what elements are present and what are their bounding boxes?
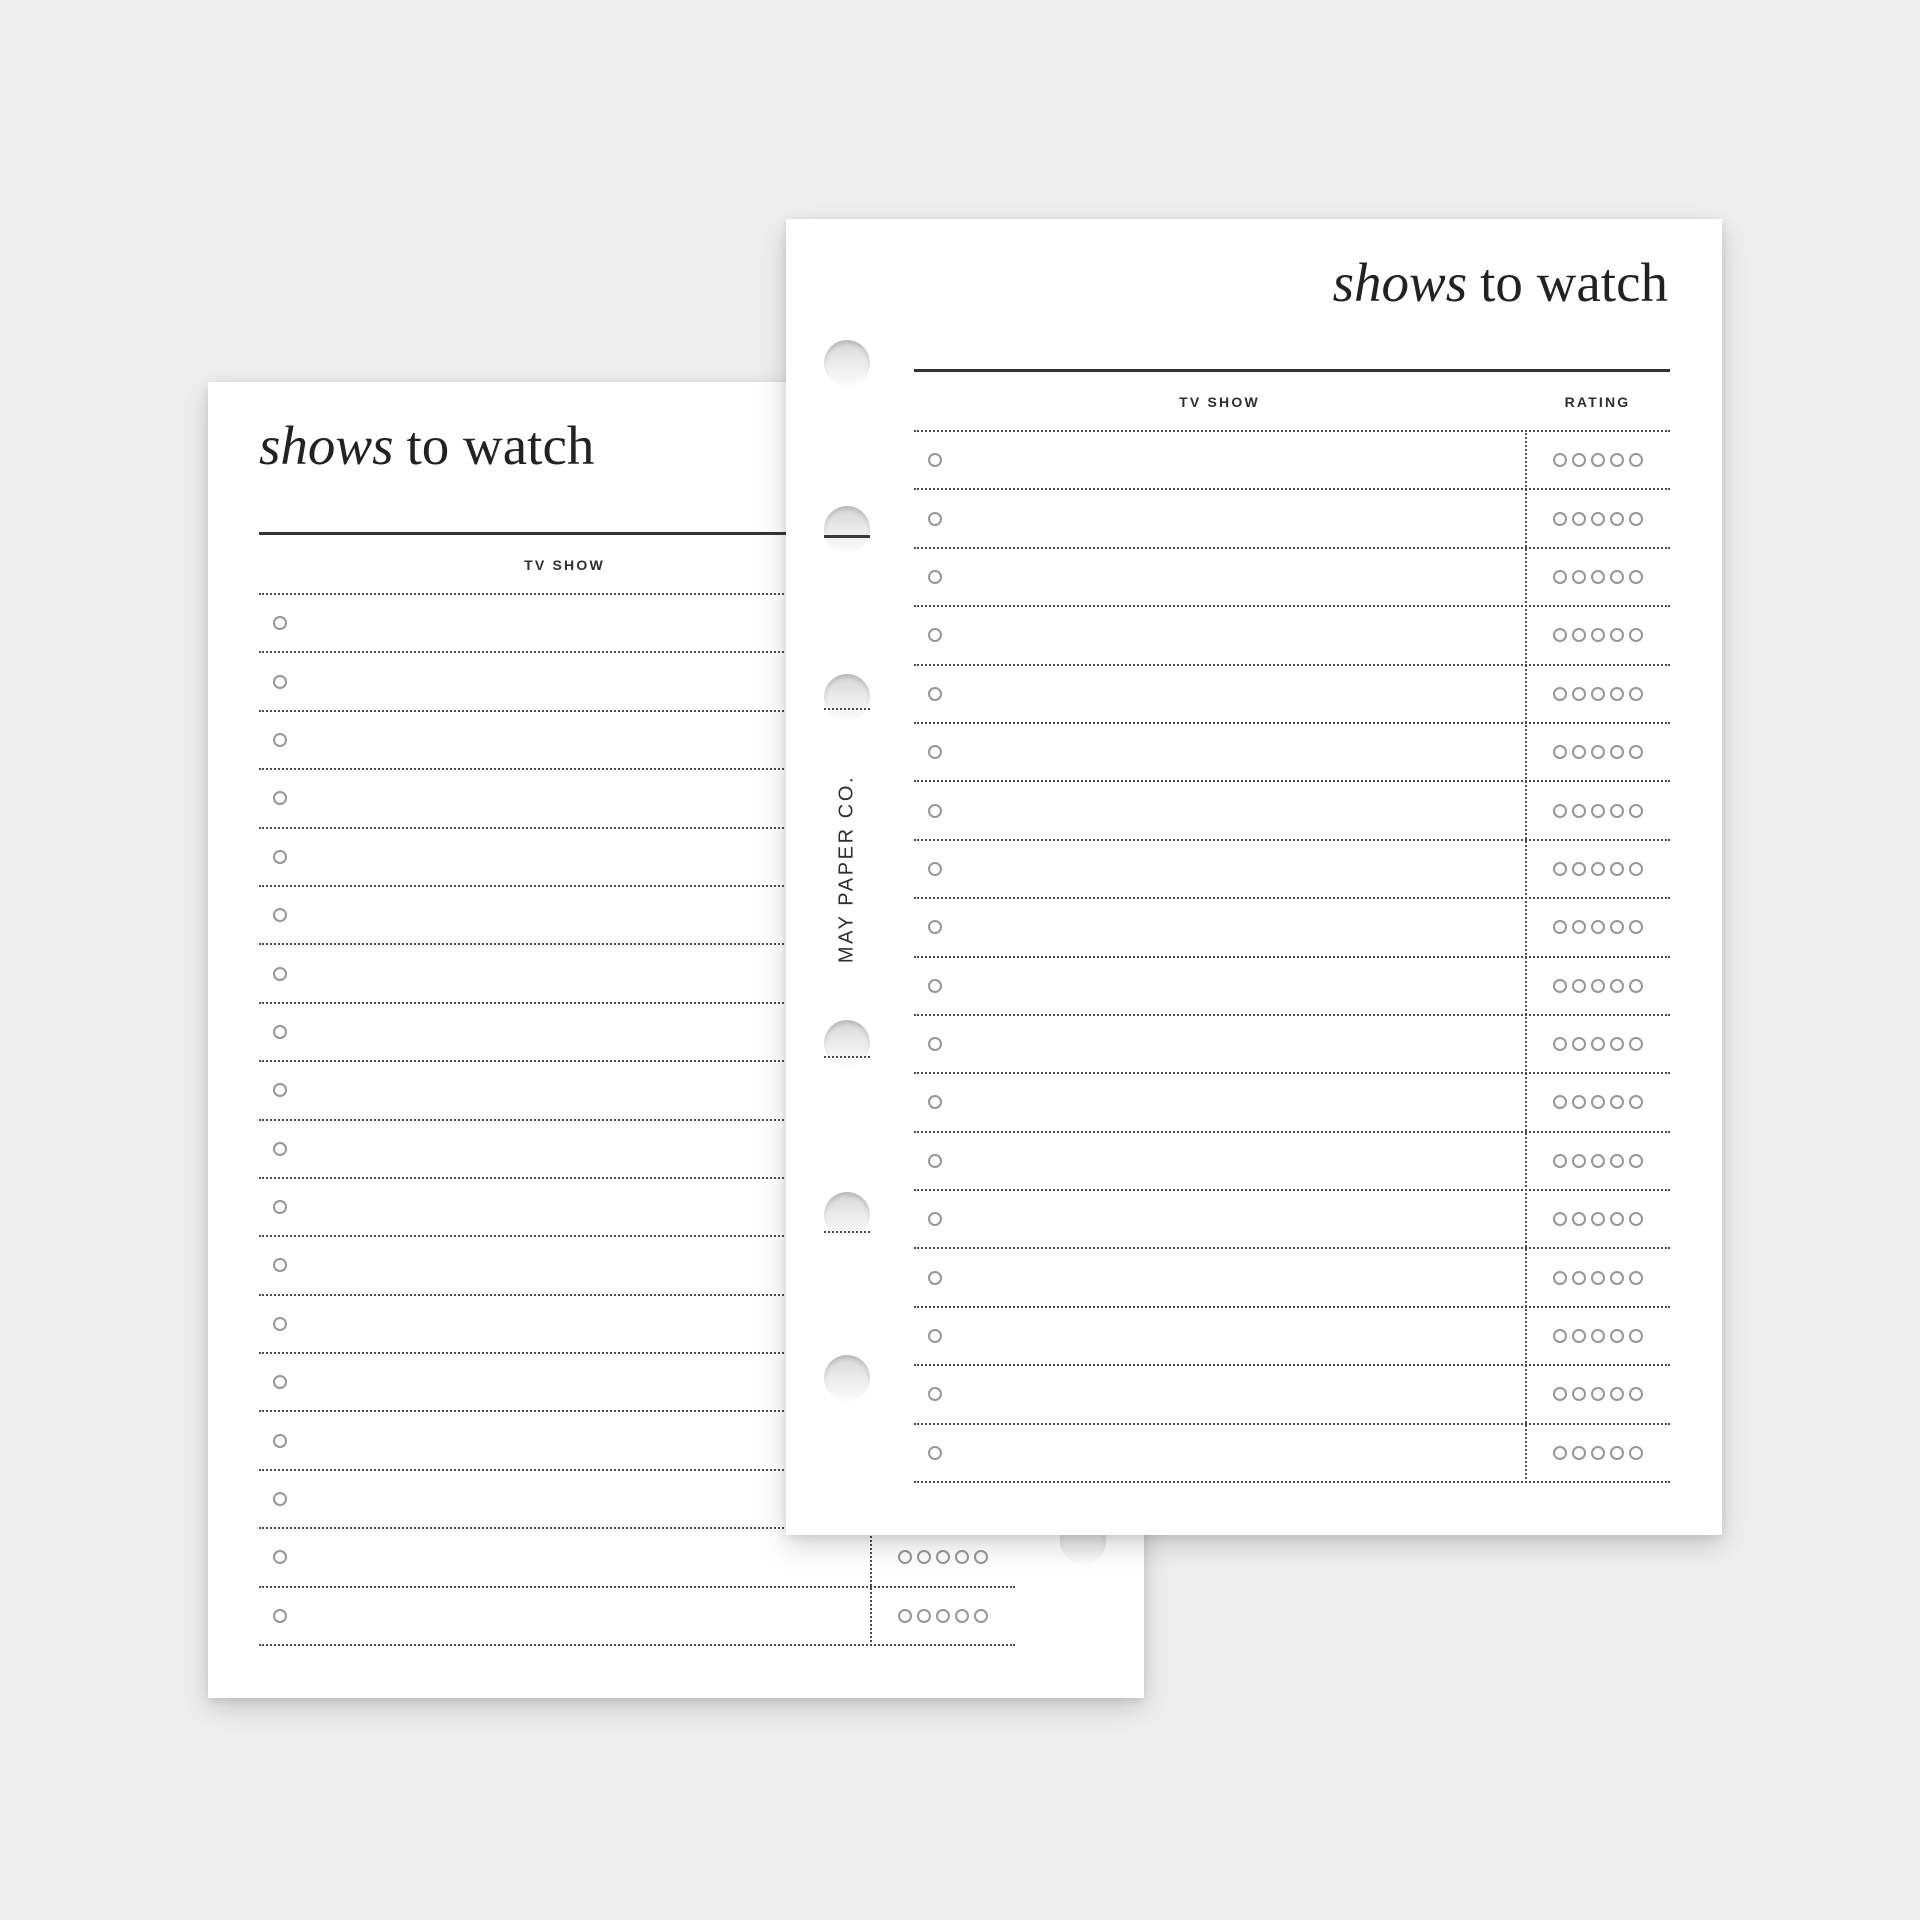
rating-circle <box>1572 687 1586 701</box>
show-checkbox <box>928 1095 942 1109</box>
binder-hole <box>824 674 870 720</box>
rating-circle <box>1610 1329 1624 1343</box>
show-checkbox <box>928 1387 942 1401</box>
show-checkbox <box>928 862 942 876</box>
rating-circle <box>917 1609 931 1623</box>
show-checkbox <box>928 453 942 467</box>
table-bottom-rule <box>259 1644 1015 1646</box>
binder-hole <box>824 506 870 552</box>
rating-circle <box>1629 570 1643 584</box>
rating-group <box>1525 782 1670 838</box>
show-checkbox <box>928 628 942 642</box>
rating-circle <box>1553 979 1567 993</box>
table-row <box>259 1527 1015 1585</box>
rating-circle <box>1629 1037 1643 1051</box>
rating-circle <box>1629 512 1643 526</box>
rating-circle <box>1629 920 1643 934</box>
rating-circle <box>1610 687 1624 701</box>
rating-circle <box>1572 453 1586 467</box>
rating-circle <box>898 1609 912 1623</box>
rating-circle <box>1591 862 1605 876</box>
table-row <box>914 1189 1670 1247</box>
rating-circle <box>1629 804 1643 818</box>
show-checkbox <box>273 675 287 689</box>
rating-circle <box>1553 1446 1567 1460</box>
rating-circle <box>1553 1154 1567 1168</box>
table-row <box>914 664 1670 722</box>
rating-group <box>1525 841 1670 897</box>
rating-group <box>1525 1133 1670 1189</box>
rating-circle <box>1553 512 1567 526</box>
rating-group <box>1525 1249 1670 1305</box>
column-header-tv-show: TV SHOW <box>524 557 605 573</box>
rating-circle <box>1629 1095 1643 1109</box>
rating-circle <box>1553 1329 1567 1343</box>
rating-group <box>1525 899 1670 955</box>
rating-circle <box>1591 1154 1605 1168</box>
rating-circle <box>1610 1037 1624 1051</box>
show-checkbox <box>273 1609 287 1623</box>
page-title-italic: shows <box>259 415 394 476</box>
rating-circle <box>1553 1037 1567 1051</box>
rating-group <box>870 1529 1015 1585</box>
rating-circle <box>1610 1212 1624 1226</box>
rating-circle <box>1610 1095 1624 1109</box>
show-checkbox <box>273 1550 287 1564</box>
table-row <box>914 780 1670 838</box>
rating-circle <box>898 1550 912 1564</box>
rating-circle <box>1610 979 1624 993</box>
rating-circle <box>1610 628 1624 642</box>
rating-circle <box>1591 1387 1605 1401</box>
show-checkbox <box>273 1317 287 1331</box>
rating-circle <box>1591 1446 1605 1460</box>
show-checkbox <box>273 1200 287 1214</box>
rating-circle <box>1572 1329 1586 1343</box>
planner-page-front <box>786 219 1722 1535</box>
rating-group <box>1525 958 1670 1014</box>
rating-circle <box>1610 745 1624 759</box>
rating-circle <box>1591 1095 1605 1109</box>
rating-group <box>1525 1074 1670 1130</box>
rating-circle <box>1610 1387 1624 1401</box>
rating-circle <box>1572 979 1586 993</box>
table-row <box>914 956 1670 1014</box>
show-checkbox <box>273 616 287 630</box>
rating-circle <box>1610 512 1624 526</box>
rating-circle <box>955 1609 969 1623</box>
rating-circle <box>1572 1095 1586 1109</box>
rating-circle <box>1610 1154 1624 1168</box>
table-row <box>914 722 1670 780</box>
rating-circle <box>1591 1212 1605 1226</box>
table-row <box>914 839 1670 897</box>
rating-group <box>1525 549 1670 605</box>
rating-circle <box>1629 1154 1643 1168</box>
rating-circle <box>1553 628 1567 642</box>
show-checkbox <box>273 1434 287 1448</box>
show-checkbox <box>273 1375 287 1389</box>
table-row <box>914 1306 1670 1364</box>
show-checkbox <box>928 1037 942 1051</box>
rating-circle <box>1591 453 1605 467</box>
rating-circle <box>1572 804 1586 818</box>
show-checkbox <box>928 1271 942 1285</box>
table-row <box>914 1014 1670 1072</box>
rating-circle <box>1591 570 1605 584</box>
rating-group <box>1525 1308 1670 1364</box>
show-checkbox <box>273 1083 287 1097</box>
rating-circle <box>1572 628 1586 642</box>
table-row <box>914 430 1670 488</box>
rating-circle <box>1572 920 1586 934</box>
rating-circle <box>1591 1329 1605 1343</box>
binder-hole <box>824 1355 870 1401</box>
rating-circle <box>1553 453 1567 467</box>
rating-circle <box>1591 687 1605 701</box>
rating-circle <box>974 1609 988 1623</box>
hole-showthrough-dotted-line <box>824 1231 870 1233</box>
show-checkbox <box>273 1142 287 1156</box>
rating-circle <box>1591 628 1605 642</box>
rating-group <box>1525 666 1670 722</box>
rating-circle <box>1553 1212 1567 1226</box>
rating-circle <box>1572 862 1586 876</box>
column-header-tv-show: TV SHOW <box>1179 394 1260 410</box>
table-row <box>914 1072 1670 1130</box>
page-title-regular: to watch <box>1480 252 1668 313</box>
binder-hole <box>824 1020 870 1066</box>
show-checkbox <box>928 804 942 818</box>
rating-circle <box>1572 745 1586 759</box>
table-row <box>914 1247 1670 1305</box>
rating-group <box>1525 724 1670 780</box>
brand-vertical-text: MAY PAPER CO. <box>835 774 858 964</box>
show-checkbox <box>928 1212 942 1226</box>
show-checkbox <box>273 733 287 747</box>
rating-circle <box>1591 920 1605 934</box>
rating-circle <box>1629 1329 1643 1343</box>
rating-group <box>1525 1366 1670 1422</box>
rating-circle <box>974 1550 988 1564</box>
rating-circle <box>1591 804 1605 818</box>
show-checkbox <box>273 1492 287 1506</box>
rating-circle <box>1572 570 1586 584</box>
rating-circle <box>1572 1271 1586 1285</box>
rating-circle <box>1591 745 1605 759</box>
rating-circle <box>1629 1446 1643 1460</box>
rating-circle <box>1553 687 1567 701</box>
rating-circle <box>1553 920 1567 934</box>
rating-circle <box>1610 453 1624 467</box>
rating-circle <box>1629 862 1643 876</box>
show-checkbox <box>928 1446 942 1460</box>
show-checkbox <box>928 920 942 934</box>
rating-circle <box>1629 453 1643 467</box>
show-checkbox <box>928 687 942 701</box>
rating-circle <box>1629 979 1643 993</box>
rating-circle <box>1610 1271 1624 1285</box>
rating-circle <box>955 1550 969 1564</box>
rating-circle <box>1572 1212 1586 1226</box>
show-checkbox <box>928 1154 942 1168</box>
rating-circle <box>1553 1387 1567 1401</box>
page-title-regular: to watch <box>406 415 595 476</box>
show-checkbox <box>928 745 942 759</box>
rating-circle <box>1610 804 1624 818</box>
rating-circle <box>1591 1271 1605 1285</box>
rating-circle <box>1629 1271 1643 1285</box>
show-checkbox <box>273 791 287 805</box>
column-divider <box>1525 430 1527 1483</box>
rating-circle <box>936 1609 950 1623</box>
rating-circle <box>1572 512 1586 526</box>
table-row <box>259 1586 1015 1644</box>
show-checkbox <box>928 979 942 993</box>
table-row <box>914 897 1670 955</box>
rating-circle <box>1610 920 1624 934</box>
rating-circle <box>1553 1095 1567 1109</box>
rating-circle <box>1572 1387 1586 1401</box>
rating-circle <box>1629 1387 1643 1401</box>
table-bottom-rule <box>914 1481 1670 1483</box>
rating-group <box>1525 432 1670 488</box>
rating-circle <box>1572 1154 1586 1168</box>
rating-circle <box>1553 862 1567 876</box>
rating-circle <box>1591 979 1605 993</box>
rating-circle <box>1572 1446 1586 1460</box>
table-row <box>914 605 1670 663</box>
show-checkbox <box>928 570 942 584</box>
hole-showthrough-solid-line <box>824 535 870 538</box>
show-checkbox <box>273 1025 287 1039</box>
table-row <box>914 1423 1670 1481</box>
show-checkbox <box>273 967 287 981</box>
rating-group <box>1525 490 1670 546</box>
page-title-italic: shows <box>1332 252 1468 313</box>
rating-circle <box>936 1550 950 1564</box>
show-checkbox <box>273 908 287 922</box>
show-checkbox <box>928 1329 942 1343</box>
table-header-row <box>914 372 1670 430</box>
rating-group <box>870 1588 1015 1644</box>
rating-group <box>1525 1016 1670 1072</box>
rating-circle <box>1572 1037 1586 1051</box>
rating-group <box>1525 1191 1670 1247</box>
rating-circle <box>917 1550 931 1564</box>
rating-circle <box>1610 862 1624 876</box>
rating-circle <box>1610 1446 1624 1460</box>
rating-circle <box>1629 687 1643 701</box>
rating-circle <box>1553 1271 1567 1285</box>
rating-circle <box>1610 570 1624 584</box>
table-row <box>914 547 1670 605</box>
rating-group <box>1525 607 1670 663</box>
hole-showthrough-dotted-line <box>824 708 870 710</box>
page-title <box>786 253 1722 314</box>
column-header-rating: RATING <box>1564 394 1631 410</box>
show-checkbox <box>273 850 287 864</box>
table-row <box>914 488 1670 546</box>
show-checkbox <box>273 1258 287 1272</box>
tracker-table <box>914 369 1670 1483</box>
rating-circle <box>1629 1212 1643 1226</box>
binder-hole <box>824 340 870 386</box>
hole-showthrough-dotted-line <box>824 1056 870 1058</box>
rating-circle <box>1591 512 1605 526</box>
show-checkbox <box>928 512 942 526</box>
rating-circle <box>1553 570 1567 584</box>
table-row <box>914 1131 1670 1189</box>
rating-circle <box>1553 745 1567 759</box>
table-row <box>914 1364 1670 1422</box>
rating-circle <box>1629 628 1643 642</box>
rating-circle <box>1553 804 1567 818</box>
rating-circle <box>1629 745 1643 759</box>
rating-group <box>1525 1425 1670 1481</box>
rating-circle <box>1591 1037 1605 1051</box>
